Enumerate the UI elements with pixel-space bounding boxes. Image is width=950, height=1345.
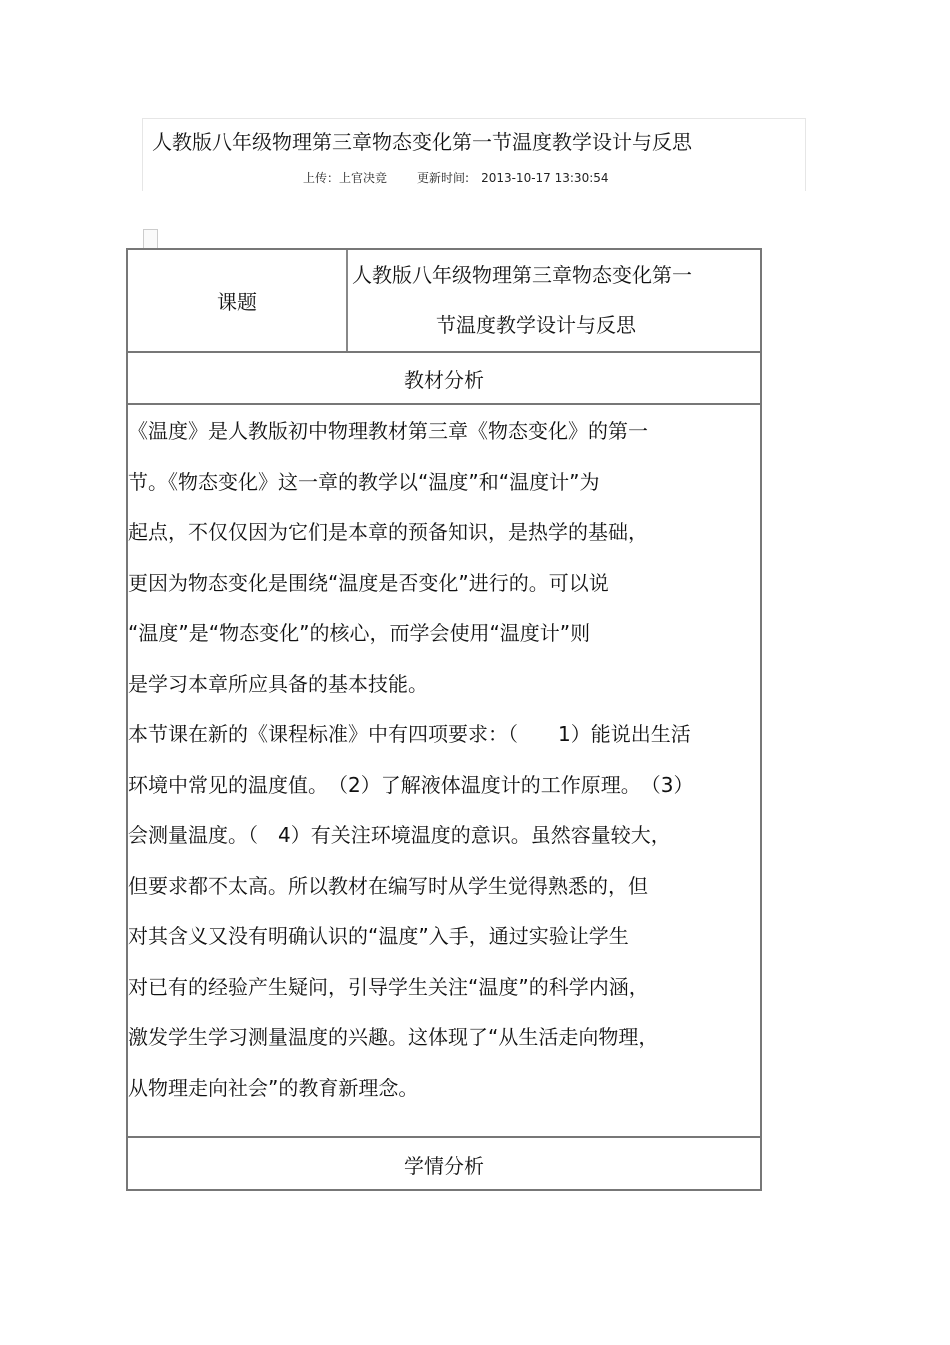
body-line: 节。《物态变化》这一章的教学以“温度”和“温度计”为 <box>128 469 600 494</box>
uploader-text: 上传：上官决竞 <box>303 171 388 185</box>
body-line: 对已有的经验产生疑问，引导学生关注“温度”的科学内涵， <box>128 974 649 999</box>
table-anchor-marker <box>143 229 158 248</box>
row-divider <box>128 1136 760 1138</box>
document-title: 人教版八年级物理第三章物态变化第一节温度教学设计与反思 <box>152 130 692 154</box>
topic-label-cell: 课题 <box>217 290 257 314</box>
body-line: 是学习本章所应具备的基本技能。 <box>128 671 428 696</box>
body-line: 从物理走向社会”的教育新理念。 <box>128 1075 419 1100</box>
document-header <box>142 118 806 191</box>
body-line: 《温度》是人教版初中物理教材第三章《物态变化》的第一 <box>128 419 648 443</box>
body-line: “温度”是“物态变化”的核心，而学会使用“温度计”则 <box>128 621 591 645</box>
updated-label: 更新时间: <box>417 171 470 185</box>
body-line: 环境中常见的温度值。 （2）了解液体温度计的工作原理。 （3） <box>128 772 694 797</box>
body-line: 起点，不仅仅因为它们是本章的预备知识，是热学的基础， <box>128 520 648 544</box>
body-line: 对其含义又没有明确认识的“温度”入手，通过实验让学生 <box>128 924 629 948</box>
body-line: 激发学生学习测量温度的兴趣。这体现了“从生活走向物理， <box>128 1025 659 1049</box>
section-heading-student-analysis: 学情分析 <box>404 1153 484 1178</box>
meta-row <box>303 169 609 187</box>
body-line: 更因为物态变化是围绕“温度是否变化”进行的。可以说 <box>128 570 609 595</box>
row-divider <box>128 403 760 405</box>
body-line: 会测量温度。（ 4）有关注环境温度的意识。虽然容量较大， <box>128 823 671 847</box>
updated-value: 2013-10-17 13:30:54 <box>481 171 609 185</box>
textbook-analysis-body <box>128 406 762 1113</box>
body-line: 本节课在新的《课程标准》中有四项要求：（ 1）能说出生活 <box>128 722 691 746</box>
section-heading-textbook-analysis: 教材分析 <box>404 367 484 392</box>
lesson-table <box>126 248 762 1191</box>
body-line: 但要求都不太高。所以教材在编写时从学生觉得熟悉的，但 <box>128 873 648 898</box>
topic-line-1: 人教版八年级物理第三章物态变化第一 <box>352 263 692 287</box>
topic-value-cell <box>348 250 760 351</box>
topic-line-2: 节温度教学设计与反思 <box>436 313 636 337</box>
